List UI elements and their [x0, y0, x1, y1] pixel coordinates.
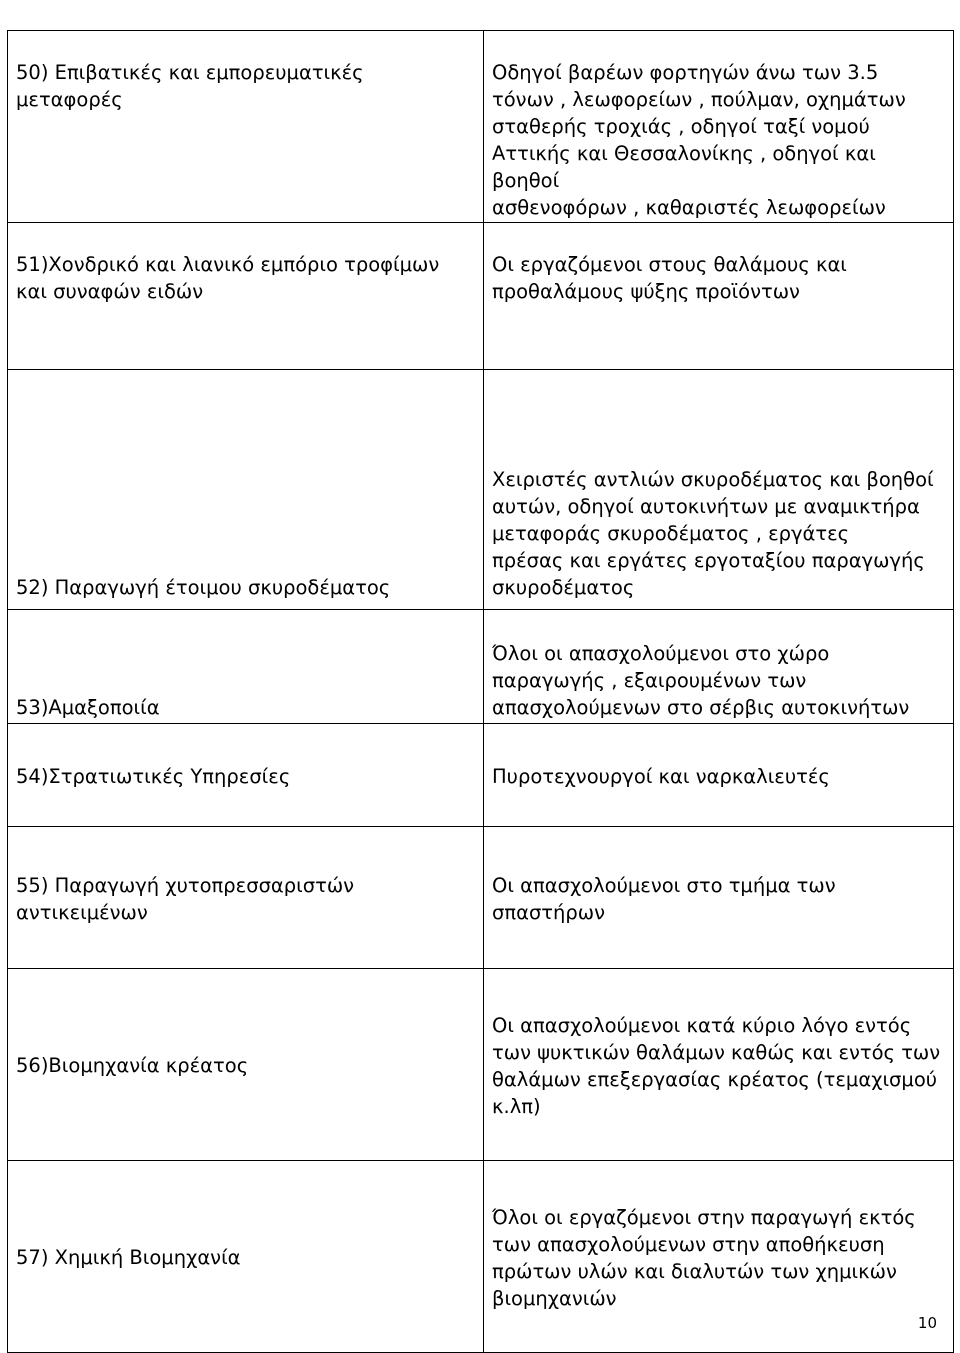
workers-cell: Όλοι οι απασχολούμενοι στο χώρο παραγωγής , εξαιρουμένων των απασχολούμενων στο σέρβις αυτοκινήτων: [484, 610, 954, 724]
table-row: [8, 969, 954, 1161]
table-row: [8, 1161, 954, 1353]
workers-cell: Χειριστές αντλιών σκυροδέματος και βοηθοί αυτών, οδηγοί αυτοκινήτων με αναμικτήρα μεταφοράς σκυροδέματος , εργάτες πρέσας και εργάτες εργοταξίου παραγωγής σκυροδέματος: [484, 370, 954, 610]
sector-cell: 57) Χημική Βιομηχανία: [8, 1161, 484, 1353]
table-row: [8, 724, 954, 827]
sector-cell: 50) Επιβατικές και εμπορευματικές μεταφορές: [8, 31, 484, 223]
workers-cell: Πυροτεχνουργοί και ναρκαλιευτές: [484, 724, 954, 827]
sector-cell: 54)Στρατιωτικές Υπηρεσίες: [8, 724, 484, 827]
table-row: [8, 827, 954, 969]
workers-cell: Οι απασχολούμενοι κατά κύριο λόγο εντός των ψυκτικών θαλάμων καθώς και εντός των θαλάμων επεξεργασίας κρέατος (τεμαχισμού κ.λπ): [484, 969, 954, 1161]
workers-cell: Οι εργαζόμενοι στους θαλάμους και προθαλάμους ψύξης προϊόντων: [484, 223, 954, 370]
workers-cell: Οδηγοί βαρέων φορτηγών άνω των 3.5 τόνων , λεωφορείων , πούλμαν, οχημάτων σταθερής τροχιάς , οδηγοί ταξί νομού Αττικής και Θεσσαλονίκης , οδηγοί και βοηθοί ασθενοφόρων , καθαριστές λεωφορείων: [484, 31, 954, 223]
sector-cell: 51)Χονδρικό και λιανικό εμπόριο τροφίμων και συναφών ειδών: [8, 223, 484, 370]
sector-cell: 55) Παραγωγή χυτοπρεσσαριστών αντικειμένων: [8, 827, 484, 969]
workers-cell: Όλοι οι εργαζόμενοι στην παραγωγή εκτός των απασχολούμενων στην αποθήκευση πρώτων υλών και διαλυτών των χημικών βιομηχανιών: [484, 1161, 954, 1353]
sector-cell: 56)Βιομηχανία κρέατος: [8, 969, 484, 1161]
table-row: [8, 610, 954, 724]
sector-cell: 52) Παραγωγή έτοιμου σκυροδέματος: [8, 370, 484, 610]
table-row: [8, 370, 954, 610]
workers-cell: Οι απασχολούμενοι στο τμήμα των σπαστήρων: [484, 827, 954, 969]
table-row: [8, 223, 954, 370]
table-row: [8, 31, 954, 223]
page-number: 10: [917, 1314, 937, 1332]
sector-cell: 53)Αμαξοποιία: [8, 610, 484, 724]
occupations-table: [7, 30, 954, 1353]
